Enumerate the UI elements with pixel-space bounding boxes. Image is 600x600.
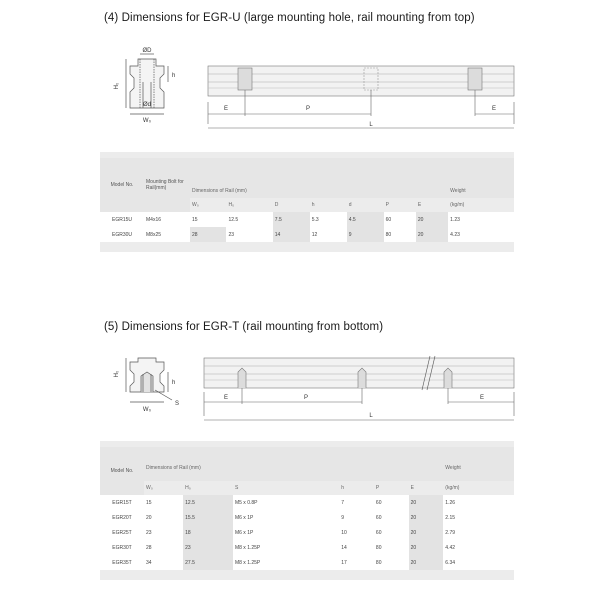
label-e-right: E bbox=[479, 395, 485, 401]
label-h: h bbox=[172, 380, 176, 386]
header-model-no: Model No. bbox=[100, 447, 144, 495]
egr-u-drawing bbox=[0, 44, 600, 136]
header-model-no: Model No. bbox=[100, 158, 144, 212]
label-e-left: E bbox=[223, 106, 229, 112]
sub-s: S bbox=[233, 481, 339, 495]
value-cell: 4.5 bbox=[347, 212, 384, 227]
value-cell: 20 bbox=[146, 514, 152, 521]
sub-p: P bbox=[374, 481, 409, 495]
value-cell: 15.5 bbox=[183, 510, 233, 525]
sub-w0: W₀ bbox=[190, 198, 226, 212]
table-row bbox=[100, 212, 514, 227]
label-w0: W₀ bbox=[142, 118, 152, 124]
value-cell: 2.79 bbox=[445, 529, 456, 536]
value-cell: M6 x 1P bbox=[234, 529, 254, 536]
value-cell: 60 bbox=[385, 216, 392, 223]
table-row bbox=[100, 555, 514, 570]
sub-weight-unit: (kg/m) bbox=[448, 198, 514, 212]
value-cell: 4.23 bbox=[450, 231, 460, 238]
egr-t-rail-side-view bbox=[204, 356, 514, 420]
sub-weight-unit: (kg/m) bbox=[443, 481, 514, 495]
model-cell: EGR30U bbox=[111, 231, 132, 238]
value-cell: 27.5 bbox=[183, 555, 233, 570]
egr-u-rail-side-view bbox=[208, 66, 514, 128]
value-cell: 80 bbox=[385, 231, 392, 238]
label-h0: H₀ bbox=[114, 370, 120, 378]
label-p: P bbox=[303, 395, 309, 401]
value-cell: 14 bbox=[341, 544, 347, 551]
sub-d-small: d bbox=[347, 198, 384, 212]
bolt-cell: M8x25 bbox=[146, 231, 162, 238]
label-h0: H₀ bbox=[114, 82, 120, 90]
value-cell: 28 bbox=[146, 544, 152, 551]
model-cell: EGR35T bbox=[112, 559, 132, 566]
table-row bbox=[100, 525, 514, 540]
egr-t-cross-section bbox=[126, 358, 172, 402]
label-s: S bbox=[175, 401, 180, 407]
value-cell: 2.15 bbox=[445, 514, 456, 521]
header-weight: Weight bbox=[443, 447, 514, 481]
table-row bbox=[100, 227, 514, 242]
model-cell: EGR15U bbox=[111, 216, 132, 223]
value-cell: 1.23 bbox=[450, 216, 460, 223]
egr-t-drawing bbox=[0, 352, 600, 430]
table-row bbox=[100, 495, 514, 510]
value-cell: 9 bbox=[347, 227, 384, 242]
value-cell: 20 bbox=[416, 212, 448, 227]
sub-e: E bbox=[416, 198, 448, 212]
sub-h0: H₀ bbox=[183, 481, 233, 495]
value-cell: 60 bbox=[375, 514, 382, 521]
value-cell: 7 bbox=[341, 499, 345, 506]
model-cell: EGR15T bbox=[112, 499, 132, 506]
value-cell: 12.5 bbox=[183, 495, 233, 510]
value-cell: 34 bbox=[146, 559, 152, 566]
value-cell: 12 bbox=[311, 231, 318, 238]
value-cell: 17 bbox=[341, 559, 347, 566]
value-cell: 80 bbox=[375, 559, 382, 566]
sub-h: h bbox=[310, 198, 347, 212]
header-dimensions: Dimensions of Rail (mm) bbox=[190, 158, 448, 198]
sub-w0: W₀ bbox=[144, 481, 183, 495]
section5-heading: (5) Dimensions for EGR-T (rail mounting from bottom) bbox=[104, 321, 384, 333]
value-cell: 60 bbox=[375, 499, 382, 506]
table-row bbox=[100, 510, 514, 525]
model-cell: EGR25T bbox=[112, 529, 132, 536]
value-cell: 15 bbox=[146, 499, 152, 506]
model-cell: EGR20T bbox=[112, 514, 132, 521]
value-cell: 4.42 bbox=[445, 544, 456, 551]
value-cell: 12.5 bbox=[228, 216, 239, 223]
value-cell: M6 x 1P bbox=[234, 514, 254, 521]
value-cell: 18 bbox=[183, 525, 233, 540]
label-e-right: E bbox=[491, 106, 497, 112]
model-cell: EGR30T bbox=[112, 544, 132, 551]
value-cell: M8 x 1.25P bbox=[234, 559, 261, 566]
sub-h0: H₀ bbox=[226, 198, 272, 212]
sub-e: E bbox=[409, 481, 444, 495]
label-e-left: E bbox=[223, 395, 229, 401]
value-cell: 23 bbox=[228, 231, 234, 238]
value-cell: 20 bbox=[416, 227, 448, 242]
value-cell: 9 bbox=[341, 514, 345, 521]
value-cell: 20 bbox=[409, 525, 444, 540]
value-cell: 20 bbox=[409, 495, 444, 510]
value-cell: 6.34 bbox=[445, 559, 456, 566]
value-cell: 23 bbox=[183, 540, 233, 555]
value-cell: 20 bbox=[409, 555, 444, 570]
value-cell: 10 bbox=[341, 529, 347, 536]
egr-t-spec-table bbox=[100, 441, 514, 580]
bolt-cell: M4x16 bbox=[146, 216, 162, 223]
value-cell: 28 bbox=[190, 227, 226, 242]
header-dimensions: Dimensions of Rail (mm) bbox=[144, 447, 443, 481]
sub-h: h bbox=[339, 481, 374, 495]
value-cell: 7.5 bbox=[273, 212, 310, 227]
value-cell: 5.3 bbox=[311, 216, 319, 223]
value-cell: 23 bbox=[146, 529, 152, 536]
value-cell: 80 bbox=[375, 544, 382, 551]
value-cell: M5 x 0.8P bbox=[234, 499, 258, 506]
value-cell: 60 bbox=[375, 529, 382, 536]
header-mounting-bolt: Mounting Bolt for Rail(mm) bbox=[144, 158, 190, 212]
label-l: L bbox=[369, 122, 373, 128]
label-w0: W₀ bbox=[142, 407, 152, 413]
sub-p: P bbox=[384, 198, 416, 212]
value-cell: 15 bbox=[192, 216, 198, 223]
value-cell: M8 x 1.25P bbox=[234, 544, 261, 551]
sub-d: D bbox=[273, 198, 310, 212]
table-row bbox=[100, 540, 514, 555]
label-h: h bbox=[172, 73, 176, 79]
section4-heading: (4) Dimensions for EGR-U (large mounting hole, rail mounting from top) bbox=[104, 12, 475, 24]
header-weight: Weight bbox=[448, 158, 514, 198]
egr-u-spec-table bbox=[100, 152, 514, 252]
value-cell: 20 bbox=[409, 510, 444, 525]
value-cell: 20 bbox=[409, 540, 444, 555]
value-cell: 1.26 bbox=[445, 499, 456, 506]
label-id: Ød bbox=[142, 102, 152, 108]
label-l: L bbox=[369, 413, 373, 419]
label-od: ØD bbox=[142, 48, 152, 54]
value-cell: 14 bbox=[273, 227, 310, 242]
label-p: P bbox=[305, 106, 311, 112]
